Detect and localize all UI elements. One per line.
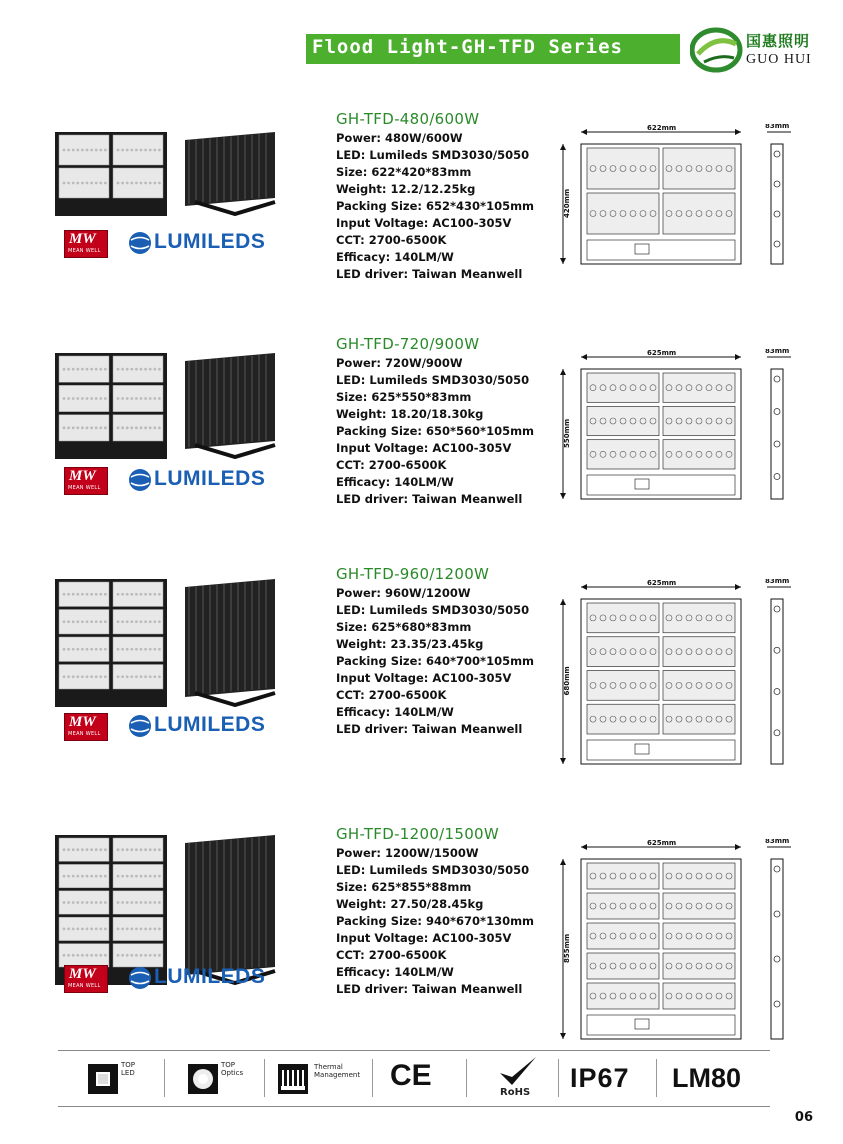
model-title: GH-TFD-720/900W: [336, 335, 480, 353]
spec-key: LED driver:: [336, 492, 413, 506]
meanwell-mark: MW: [69, 231, 96, 247]
spec-key: Efficacy:: [336, 250, 395, 264]
spec-key: Size:: [336, 390, 372, 404]
lumileds-globe-icon: [128, 966, 152, 990]
spec-row: [336, 930, 534, 947]
spec-row: [336, 879, 534, 896]
spec-row: [336, 423, 534, 440]
depth-dim-label: 83mm: [765, 124, 790, 130]
spec-value: 640*700*105mm: [426, 654, 535, 668]
meanwell-sub: MEAN WELL: [68, 983, 101, 989]
spec-value: 2700-6500K: [368, 458, 447, 472]
lm80-mark: LM80: [672, 1063, 742, 1093]
spec-row: [336, 389, 534, 406]
lumileds-text: LUMILEDS: [154, 467, 266, 490]
thermal-badge: [278, 1055, 368, 1103]
spec-value: 2700-6500K: [368, 688, 447, 702]
meanwell-logo: [64, 713, 108, 741]
spec-row: [336, 372, 534, 389]
spec-row: [336, 266, 534, 283]
logo-chinese-text: 国惠照明: [746, 32, 811, 50]
height-dim-label: 680mm: [563, 666, 571, 696]
spec-key: CCT:: [336, 233, 369, 247]
spec-row: [336, 704, 534, 721]
spec-key: Power:: [336, 131, 386, 145]
lumileds-text: LUMILEDS: [154, 230, 266, 253]
spec-key: Size:: [336, 880, 372, 894]
meanwell-mark: MW: [69, 966, 96, 982]
lumileds-globe-icon: [128, 714, 152, 738]
dimension-drawing: [555, 579, 805, 774]
spec-key: Input Voltage:: [336, 671, 433, 685]
meanwell-sub: MEAN WELL: [68, 248, 101, 254]
footer-bottom-rule: [58, 1106, 770, 1107]
spec-value: 140LM/W: [394, 250, 454, 264]
product-front-photo: [55, 579, 167, 707]
footer-divider: [264, 1059, 265, 1097]
footer-divider: [164, 1059, 165, 1097]
spec-value: Lumileds SMD3030/5050: [369, 373, 530, 387]
spec-key: Weight:: [336, 182, 391, 196]
spec-value: AC100-305V: [432, 216, 512, 230]
model-title: GH-TFD-1200/1500W: [336, 825, 500, 843]
spec-value: Taiwan Meanwell: [412, 492, 523, 506]
spec-key: Input Voltage:: [336, 216, 433, 230]
spec-key: Size:: [336, 620, 372, 634]
footer-divider: [656, 1059, 657, 1097]
spec-value: Lumileds SMD3030/5050: [369, 148, 530, 162]
spec-row: [336, 181, 534, 198]
meanwell-mark: MW: [69, 468, 96, 484]
spec-key: Weight:: [336, 637, 391, 651]
spec-row: [336, 653, 534, 670]
spec-row: [336, 913, 534, 930]
optics-lens-icon: [188, 1064, 218, 1094]
spec-value: Lumileds SMD3030/5050: [369, 863, 530, 877]
spec-key: Weight:: [336, 407, 391, 421]
spec-value: Lumileds SMD3030/5050: [369, 603, 530, 617]
top-led-label: TOP LED: [121, 1061, 136, 1077]
spec-row: [336, 964, 534, 981]
spec-key: LED:: [336, 863, 370, 877]
spec-value: 622*420*83mm: [371, 165, 472, 179]
width-dim-label: 625mm: [647, 839, 677, 847]
spec-key: Packing Size:: [336, 914, 427, 928]
meanwell-sub: MEAN WELL: [68, 731, 101, 737]
meanwell-logo: [64, 965, 108, 993]
model-title: GH-TFD-960/1200W: [336, 565, 490, 583]
top-optics-label: TOP Optics: [221, 1061, 244, 1077]
dimension-drawing: [555, 124, 805, 274]
spec-value: AC100-305V: [432, 441, 512, 455]
spec-value: Taiwan Meanwell: [412, 982, 523, 996]
spec-value: 625*550*83mm: [371, 390, 472, 404]
product-back-photo: [175, 835, 285, 985]
spec-value: AC100-305V: [432, 931, 512, 945]
depth-dim-label: 83mm: [765, 349, 790, 355]
spec-key: Power:: [336, 356, 386, 370]
spec-value: 940*670*130mm: [426, 914, 535, 928]
lumileds-globe-icon: [128, 468, 152, 492]
spec-row: [336, 602, 534, 619]
spec-value: 625*680*83mm: [371, 620, 472, 634]
spec-key: LED:: [336, 603, 370, 617]
spec-row: [336, 670, 534, 687]
spec-key: LED driver:: [336, 267, 413, 281]
spec-value: Taiwan Meanwell: [412, 267, 523, 281]
spec-key: Input Voltage:: [336, 931, 433, 945]
spec-list: [336, 565, 534, 738]
top-optics-badge: [188, 1055, 258, 1103]
spec-value: 652*430*105mm: [426, 199, 535, 213]
spec-value: 1200W/1500W: [385, 846, 479, 860]
product-front-photo: [55, 353, 167, 459]
spec-value: 23.35/23.45kg: [390, 637, 484, 651]
spec-row: [336, 687, 534, 704]
spec-value: 650*560*105mm: [426, 424, 535, 438]
product-back-photo: [175, 132, 285, 216]
spec-value: 2700-6500K: [368, 233, 447, 247]
width-dim-label: 622mm: [647, 124, 677, 132]
spec-key: Efficacy:: [336, 475, 395, 489]
spec-key: Weight:: [336, 897, 391, 911]
top-led-badge: [88, 1055, 158, 1103]
spec-row: [336, 636, 534, 653]
heatsink-icon: [278, 1064, 308, 1094]
led-chip-icon: [88, 1064, 118, 1094]
spec-key: Efficacy:: [336, 705, 395, 719]
rohs-badge: [494, 1055, 554, 1103]
spec-row: [336, 406, 534, 423]
meanwell-sub: MEAN WELL: [68, 485, 101, 491]
spec-row: [336, 585, 534, 602]
spec-value: 140LM/W: [394, 965, 454, 979]
spec-row: [336, 130, 534, 147]
spec-value: Taiwan Meanwell: [412, 722, 523, 736]
spec-row: [336, 249, 534, 266]
spec-list: [336, 110, 534, 283]
width-dim-label: 625mm: [647, 349, 677, 357]
spec-value: 140LM/W: [394, 475, 454, 489]
product-back-photo: [175, 579, 285, 707]
spec-value: 140LM/W: [394, 705, 454, 719]
spec-value: 27.50/28.45kg: [390, 897, 484, 911]
lumileds-text: LUMILEDS: [154, 965, 266, 988]
spec-key: CCT:: [336, 458, 369, 472]
page-number: 06: [794, 1110, 813, 1125]
spec-key: CCT:: [336, 688, 369, 702]
spec-key: Packing Size:: [336, 199, 427, 213]
width-dim-label: 625mm: [647, 579, 677, 587]
spec-row: [336, 147, 534, 164]
logo-english-text: GUO HUI: [746, 52, 812, 67]
page-title: Flood Light-GH-TFD Series: [312, 36, 623, 58]
spec-value: AC100-305V: [432, 671, 512, 685]
rohs-label: RoHS: [500, 1087, 531, 1098]
spec-value: 12.2/12.25kg: [390, 182, 476, 196]
spec-key: LED driver:: [336, 722, 413, 736]
footer-divider: [558, 1059, 559, 1097]
spec-row: [336, 721, 534, 738]
spec-value: 2700-6500K: [368, 948, 447, 962]
spec-row: [336, 232, 534, 249]
spec-key: CCT:: [336, 948, 369, 962]
spec-row: [336, 440, 534, 457]
depth-dim-label: 83mm: [765, 579, 790, 585]
spec-row: [336, 862, 534, 879]
spec-row: [336, 947, 534, 964]
spec-row: [336, 215, 534, 232]
ip67-mark: IP67: [570, 1063, 630, 1093]
model-title: GH-TFD-480/600W: [336, 110, 480, 128]
product-back-photo: [175, 353, 285, 459]
dimension-drawing: [555, 349, 805, 509]
spec-key: Input Voltage:: [336, 441, 433, 455]
spec-row: [336, 619, 534, 636]
spec-row: [336, 845, 534, 862]
spec-value: 960W/1200W: [385, 586, 471, 600]
spec-row: [336, 164, 534, 181]
spec-key: Packing Size:: [336, 424, 427, 438]
spec-key: LED:: [336, 148, 370, 162]
spec-value: 480W/600W: [385, 131, 463, 145]
spec-row: [336, 355, 534, 372]
meanwell-mark: MW: [69, 714, 96, 730]
spec-row: [336, 896, 534, 913]
height-dim-label: 550mm: [563, 418, 571, 448]
footer-divider: [372, 1059, 373, 1097]
spec-key: Efficacy:: [336, 965, 395, 979]
spec-row: [336, 198, 534, 215]
spec-row: [336, 491, 534, 508]
spec-key: LED:: [336, 373, 370, 387]
height-dim-label: 420mm: [563, 188, 571, 218]
meanwell-logo: [64, 467, 108, 495]
spec-row: [336, 474, 534, 491]
spec-row: [336, 981, 534, 998]
spec-value: 625*855*88mm: [371, 880, 472, 894]
spec-key: LED driver:: [336, 982, 413, 996]
spec-value: 720W/900W: [385, 356, 463, 370]
footer-top-rule: [58, 1050, 770, 1051]
lumileds-text: LUMILEDS: [154, 713, 266, 736]
spec-key: Power:: [336, 846, 386, 860]
depth-dim-label: 83mm: [765, 839, 790, 845]
rohs-check-icon: [498, 1055, 538, 1089]
ce-mark: CE: [390, 1059, 432, 1092]
spec-list: [336, 825, 534, 998]
height-dim-label: 855mm: [563, 933, 571, 963]
footer-divider: [466, 1059, 467, 1097]
spec-list: [336, 335, 534, 508]
product-front-photo: [55, 132, 167, 216]
certification-bar: [58, 1055, 770, 1103]
dimension-drawing: [555, 839, 805, 1049]
thermal-label: Thermal Management: [314, 1063, 361, 1079]
lumileds-globe-icon: [128, 231, 152, 255]
spec-key: Packing Size:: [336, 654, 427, 668]
spec-key: Power:: [336, 586, 386, 600]
spec-value: 18.20/18.30kg: [390, 407, 484, 421]
spec-key: Size:: [336, 165, 372, 179]
product-front-photo: [55, 835, 167, 985]
spec-row: [336, 457, 534, 474]
meanwell-logo: [64, 230, 108, 258]
